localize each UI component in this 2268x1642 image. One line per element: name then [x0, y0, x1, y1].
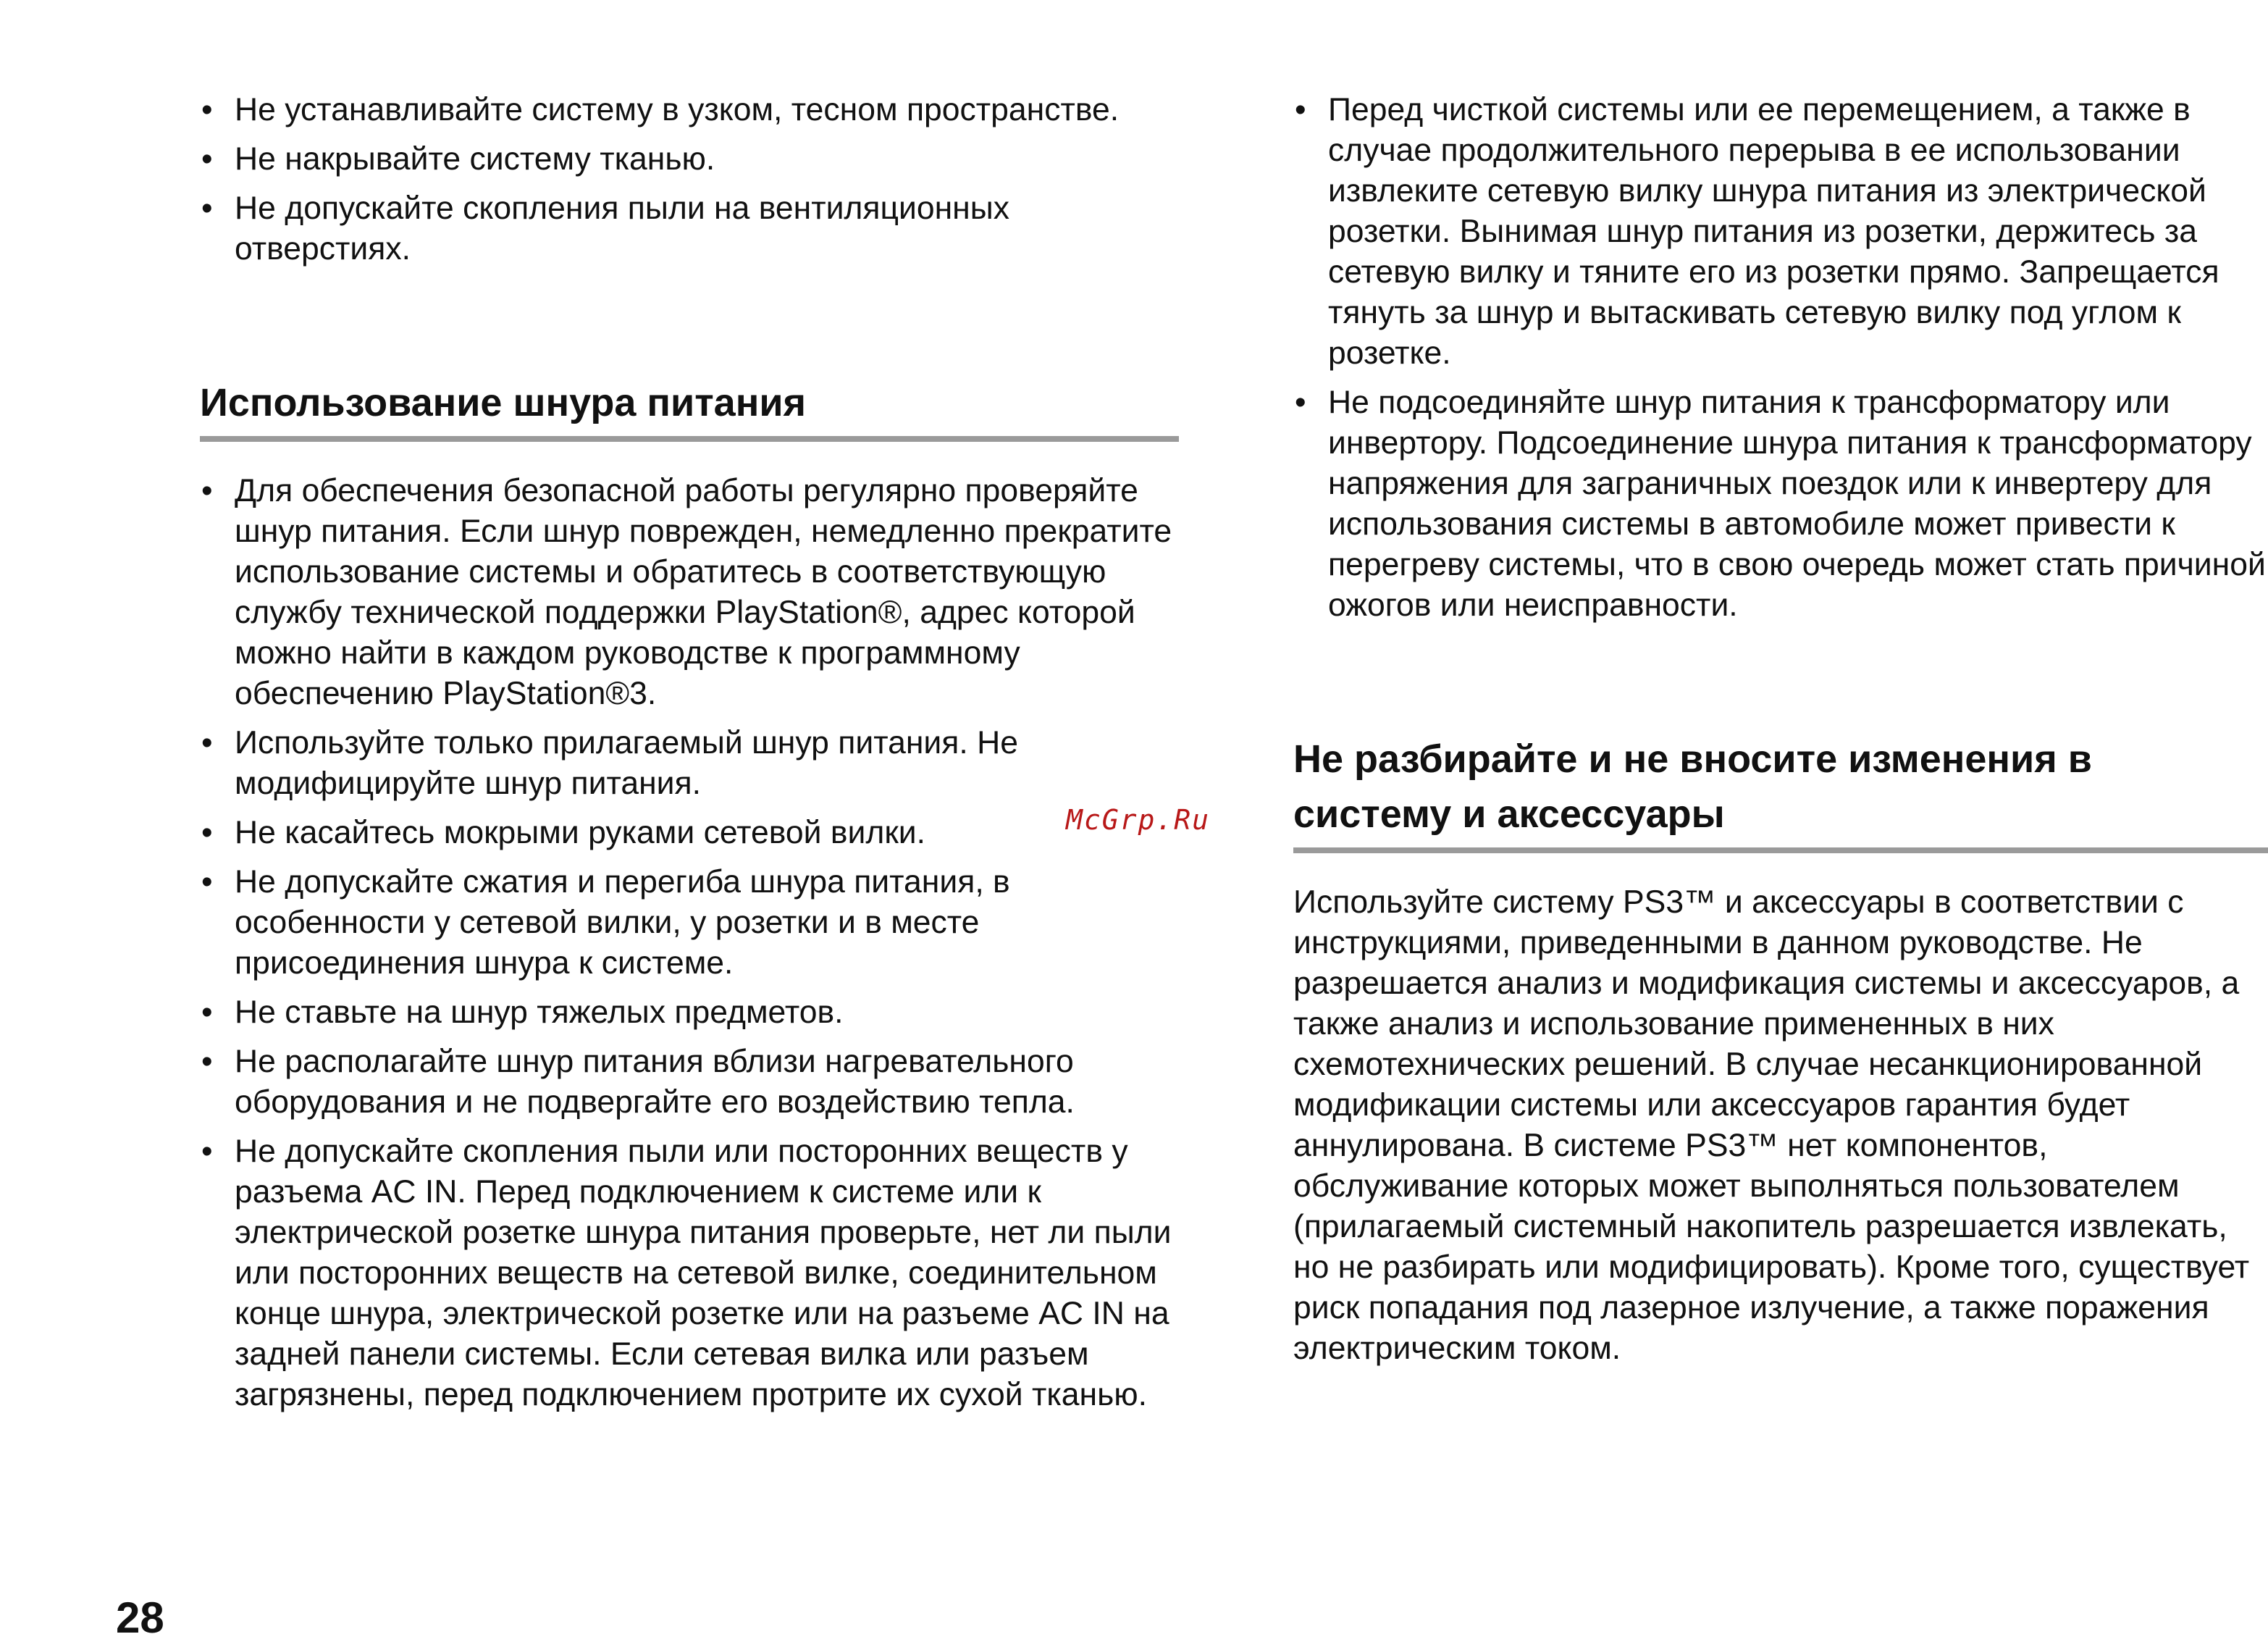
list-item-text: Используйте только прилагаемый шнур питания. Не модифицируйте шнур питания.	[235, 725, 1018, 801]
list-item	[1293, 90, 2268, 374]
bullet-glyph: •	[201, 1134, 213, 1169]
list-item-text: Не допускайте скопления пыли на вентиляционных отверстиях.	[235, 190, 1009, 267]
list-item-text: Не устанавливайте систему в узком, тесном пространстве.	[235, 92, 1120, 127]
list-item	[200, 471, 1182, 714]
intro-bullet-list	[200, 90, 1182, 278]
list-item-text: Перед чисткой системы или ее перемещением, а также в случае продолжительного перерыва в ее использовании извлеките сетевую вилку шнура питания из электрической розетки. Вынимая шнур питания из розетки, держитесь за сетевую вилку и тяните его из розетки прямо. Запрещается тянуть за шнур и вытаскивать сетевую вилку под углом к розетке.	[1328, 92, 2219, 371]
watermark: McGrp.Ru	[1066, 804, 1211, 836]
list-item	[200, 188, 1182, 269]
list-item-text: Для обеспечения безопасной работы регулярно проверяйте шнур питания. Если шнур поврежден, немедленно прекратите использование системы и обратитесь в соответствующую службу технической поддержки PlayStation®, адрес которой можно найти в каждом руководстве к программному обеспечению PlayStation®3.	[235, 473, 1172, 711]
bullet-glyph: •	[201, 864, 213, 900]
list-item	[200, 1042, 1182, 1123]
bullet-glyph: •	[1295, 92, 1306, 127]
list-item	[200, 992, 1182, 1033]
list-item-text: Не касайтесь мокрыми руками сетевой вилки.	[235, 815, 926, 850]
section-divider	[1293, 847, 2268, 853]
list-item-text: Не накрывайте систему тканью.	[235, 141, 715, 177]
list-item-text: Не ставьте на шнур тяжелых предметов.	[235, 994, 844, 1030]
list-item-text: Не допускайте сжатия и перегиба шнура питания, в особенности у сетевой вилки, у розетки и в месте присоединения шнура к системе.	[235, 864, 1010, 981]
bullet-glyph: •	[201, 1044, 213, 1079]
bullet-glyph: •	[201, 994, 213, 1030]
power-cord-bullet-list	[200, 471, 1182, 1424]
bullet-glyph: •	[1295, 385, 1306, 420]
no-disassembly-paragraph: Используйте систему PS3™ и аксессуары в соответствии с инструкциями, приведенными в данном руководстве. Не разрешается анализ и модификация системы и аксессуаров, а также анализ и использование примененных в них схемотехнических решений. В случае несанкционированной модификации системы или аксессуаров гарантия будет аннулирована. В системе PS3™ нет компонентов, обслуживание которых может выполняться пользователем (прилагаемый системный накопитель разрешается извлекать, но не разбирать или модифицировать). Кроме того, существует риск попадания под лазерное излучение, а также поражения электрическим током.	[1293, 884, 2250, 1366]
list-item	[200, 723, 1182, 804]
list-item	[200, 1131, 1182, 1415]
list-item	[200, 862, 1182, 984]
list-item	[200, 139, 1182, 180]
bullet-glyph: •	[201, 815, 213, 850]
list-item	[1293, 382, 2268, 626]
section-title-no-disassembly: Не разбирайте и не вносите изменения в систему и аксессуары	[1293, 737, 2092, 836]
bullet-glyph: •	[201, 473, 213, 508]
bullet-glyph: •	[201, 92, 213, 127]
list-item-text: Не подсоединяйте шнур питания к трансформатору или инвертору. Подсоединение шнура питания к трансформатору напряжения для заграничных поездок или к инвертеру для использования системы в автомобиле может привести к перегреву системы, что в свою очередь может стать причиной ожогов или неисправности.	[1328, 385, 2266, 623]
bullet-glyph: •	[201, 141, 213, 177]
section-title-power-cord: Использование шнура питания	[200, 381, 807, 424]
list-item	[200, 90, 1182, 130]
list-item-text: Не допускайте скопления пыли или посторонних веществ у разъема AC IN. Перед подключением к системе или к электрической розетке шнура питания проверьте, нет ли пыли или посторонних веществ на сетевой вилке, соединительном конце шнура, электрической розетке или на разъеме AC IN на задней панели системы. Если сетевая вилка или разъем загрязнены, перед подключением протрите их сухой тканью.	[235, 1134, 1172, 1412]
page-number: 28	[116, 1593, 164, 1642]
list-item	[200, 813, 1182, 853]
section-divider	[200, 436, 1179, 442]
bullet-glyph: •	[201, 725, 213, 761]
bullet-glyph: •	[201, 190, 213, 226]
right-bullet-list	[1293, 90, 2268, 634]
list-item-text: Не располагайте шнур питания вблизи нагревательного оборудования и не подвергайте его воздействию тепла.	[235, 1044, 1075, 1120]
